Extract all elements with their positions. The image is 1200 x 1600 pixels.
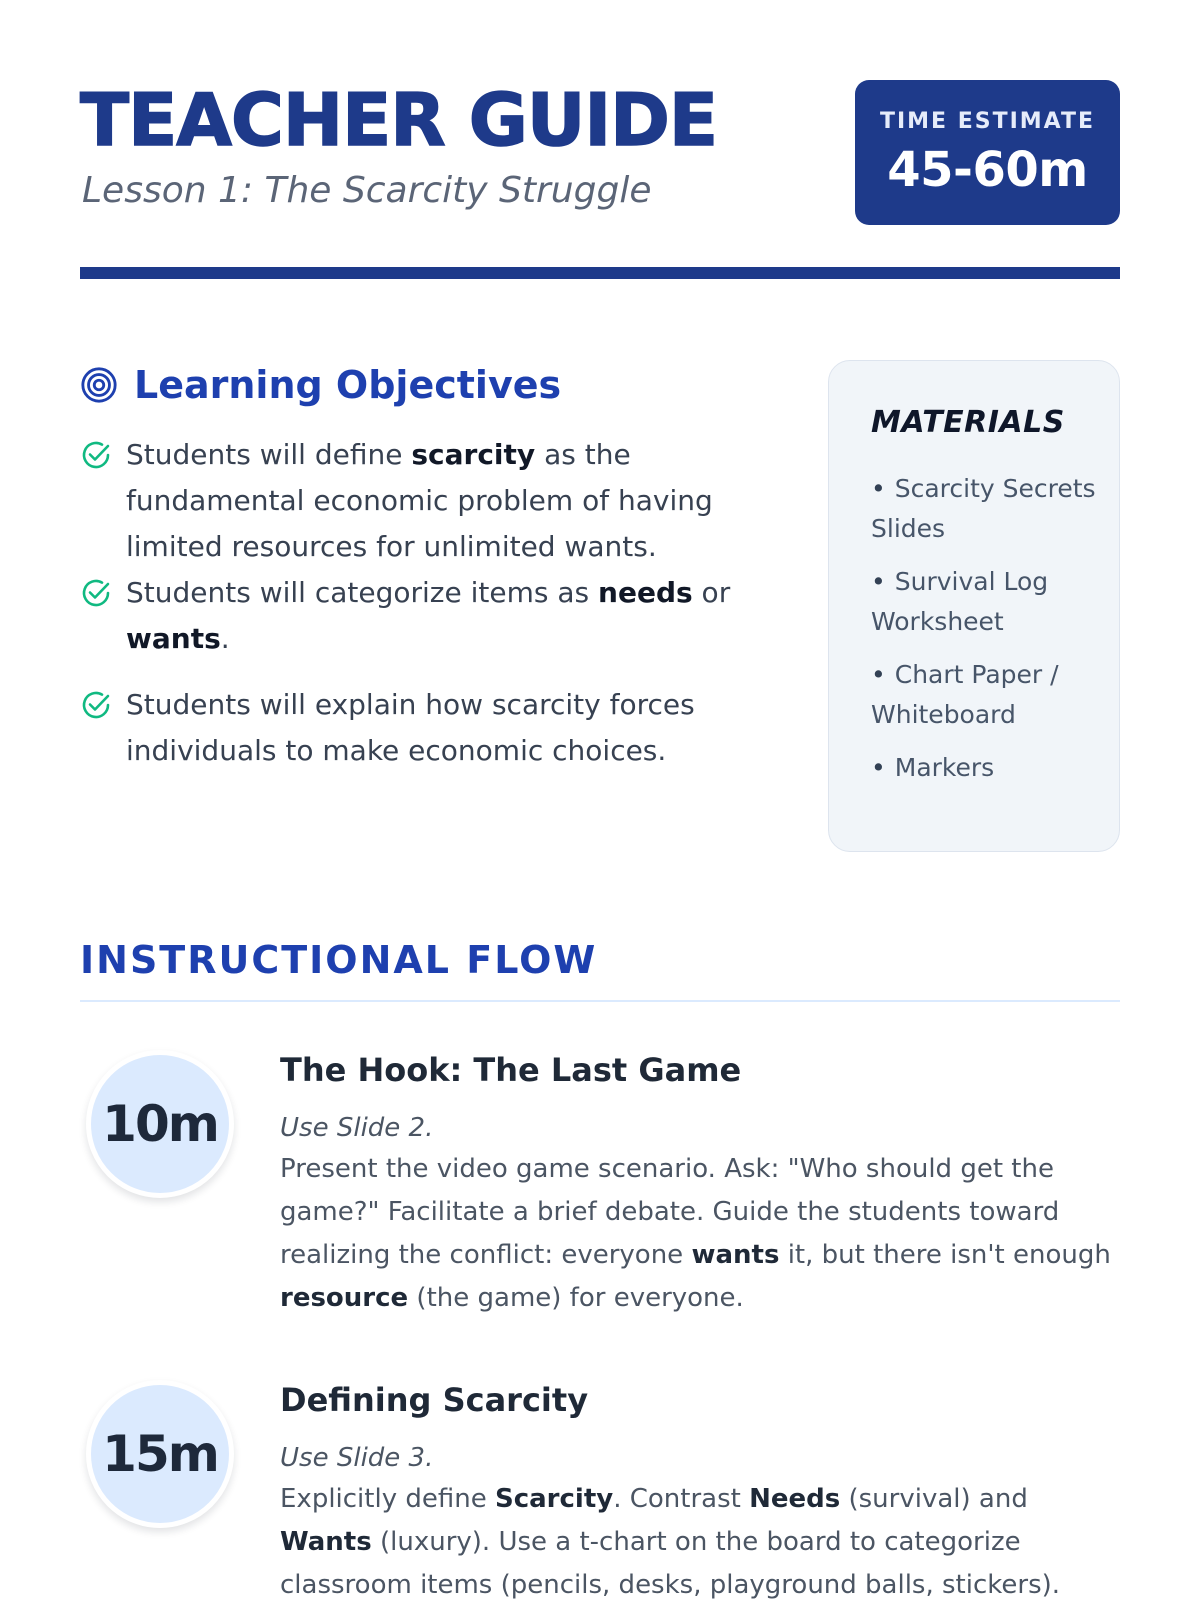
step-description <box>280 1478 1120 1600</box>
learning-objectives-section <box>80 360 760 767</box>
time-estimate-value: 45-60m <box>887 142 1088 198</box>
instructional-flow-heading: INSTRUCTIONAL FLOW <box>80 938 598 982</box>
objective-text <box>126 570 756 662</box>
step-content <box>280 1380 1120 1600</box>
check-circle-icon <box>80 439 112 471</box>
description-part: Present the video game scenario. Ask: "Who should get the game?" Facilitate a brief debate. Guide the students toward realizing the conflict: everyone <box>280 1154 1060 1270</box>
objective-text-part: as the fundamental economic problem of having limited resources for unlimited wants. <box>126 438 713 563</box>
step-description <box>280 1148 1120 1320</box>
objectives-heading: Learning Objectives <box>134 363 562 407</box>
time-estimate-label: TIME ESTIMATE <box>879 109 1096 134</box>
objective-text-part: Students will define <box>126 438 412 471</box>
description-part: (survival) and <box>840 1484 1028 1514</box>
material-item: • Survival Log Worksheet <box>871 562 1101 642</box>
check-circle-icon <box>80 689 112 721</box>
materials-panel <box>828 360 1120 852</box>
flow-divider <box>80 1000 1120 1002</box>
lesson-subtitle: Lesson 1: The Scarcity Struggle <box>82 170 652 211</box>
duration-badge: 15m <box>86 1380 234 1528</box>
slide-reference: Use Slide 2. <box>280 1113 434 1143</box>
objective-text-part: . <box>220 622 230 655</box>
step-content <box>280 1050 1120 1320</box>
materials-heading: MATERIALS <box>871 405 1065 440</box>
page-title: TEACHER GUIDE <box>80 78 718 162</box>
duration-badge: 10m <box>86 1050 234 1198</box>
objective-text <box>126 432 756 570</box>
objective-keyword: scarcity <box>411 438 536 471</box>
objective-keyword: needs <box>598 576 693 609</box>
header-divider <box>80 267 1120 279</box>
description-keyword: Needs <box>749 1484 841 1514</box>
description-keyword: Scarcity <box>494 1484 614 1514</box>
description-part: . Contrast <box>613 1484 750 1514</box>
objective-text-part: or <box>692 576 731 609</box>
step-title: Defining Scarcity <box>280 1381 589 1419</box>
time-estimate-badge <box>855 80 1120 225</box>
target-icon <box>80 366 118 404</box>
step-title: The Hook: The Last Game <box>280 1051 742 1089</box>
description-part: (the game) for everyone. <box>408 1283 744 1313</box>
page-header <box>80 80 1120 280</box>
objective-text-part: Students will categorize items as <box>126 576 599 609</box>
description-part: (luxury). Use a t-chart on the board to categorize classroom items (pencils, desks, playground balls, stickers). <box>280 1527 1061 1600</box>
material-item: • Chart Paper / Whiteboard <box>871 655 1101 735</box>
material-item: • Markers <box>871 748 1101 788</box>
objectives-heading-row <box>80 360 760 410</box>
slide-reference: Use Slide 3. <box>280 1443 434 1473</box>
description-keyword: resource <box>280 1283 409 1313</box>
description-keyword: wants <box>691 1240 780 1270</box>
objective-text: Students will explain how scarcity forces individuals to make economic choices. <box>126 688 695 767</box>
check-circle-icon <box>80 577 112 609</box>
objective-keyword: wants <box>126 622 221 655</box>
materials-list <box>871 469 1101 801</box>
description-part: it, but there isn't enough <box>779 1240 1111 1270</box>
description-part: Explicitly define <box>280 1484 495 1514</box>
description-keyword: Wants <box>280 1527 372 1557</box>
material-item: • Scarcity Secrets Slides <box>871 469 1101 549</box>
